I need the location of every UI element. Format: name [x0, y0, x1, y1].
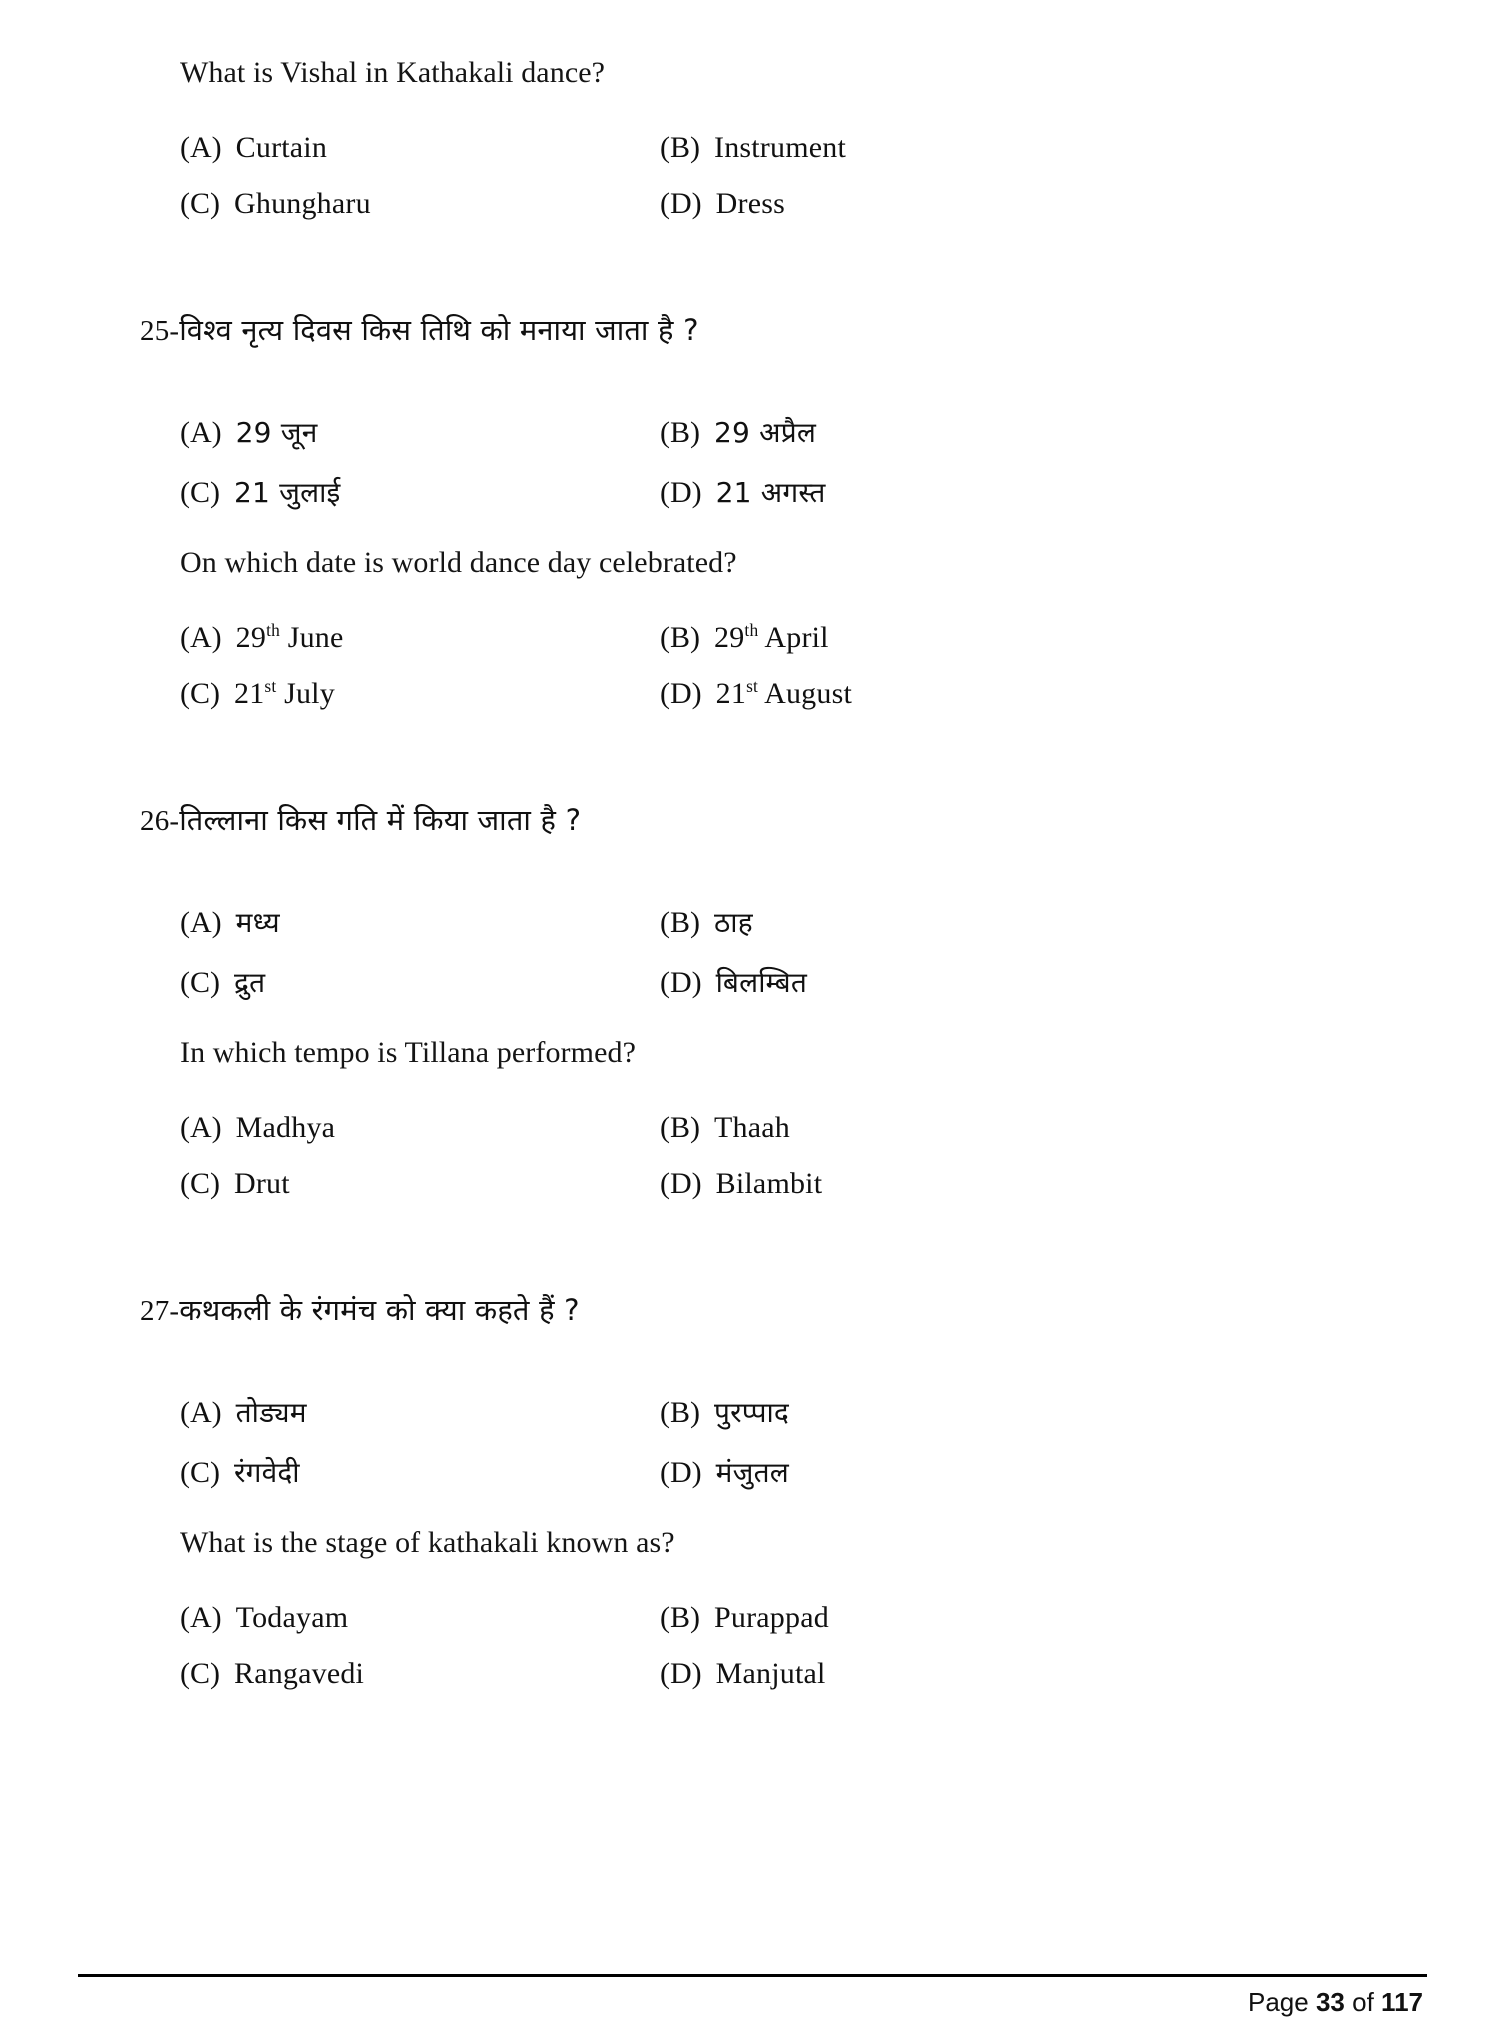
option-row [180, 473, 1385, 511]
option-tag: (C) [180, 966, 220, 1000]
option-a[interactable] [180, 1393, 660, 1431]
option-tag: (B) [660, 1111, 700, 1145]
ordinal-suffix: th [266, 620, 280, 641]
option-tag: (B) [660, 1396, 700, 1430]
option-a[interactable] [180, 621, 660, 655]
option-b[interactable] [660, 131, 1385, 165]
question-english-text: In which tempo is Tillana performed? [180, 1036, 637, 1070]
question-english-text: What is the stage of kathakali known as? [180, 1526, 675, 1560]
page-footer [78, 1974, 1427, 2018]
option-c[interactable] [180, 187, 660, 221]
option-label: Manjutal [715, 1657, 826, 1691]
option-label: 21st August [715, 676, 852, 711]
option-d[interactable] [660, 473, 1385, 511]
option-tag: (A) [180, 416, 222, 450]
question-block-q26 [140, 801, 1385, 1201]
footer-total-pages: 117 [1381, 1987, 1423, 2017]
option-label: Todayam [235, 1601, 349, 1635]
option-label: Rangavedi [234, 1657, 365, 1691]
option-label: ठाह [714, 906, 753, 940]
option-label: Ghungharu [234, 187, 371, 220]
option-b[interactable] [660, 413, 1385, 451]
page-number-label [78, 1987, 1427, 2018]
question-english-text: What is Vishal in Kathakali dance? [180, 56, 606, 89]
option-a[interactable] [180, 1601, 660, 1635]
option-row [180, 413, 1385, 451]
option-b[interactable] [660, 1393, 1385, 1431]
option-label: 21st July [234, 676, 335, 711]
option-b[interactable] [660, 1111, 1385, 1145]
footer-prefix: Page [1248, 1987, 1309, 2017]
option-d[interactable] [660, 1453, 1385, 1491]
option-a[interactable] [180, 413, 660, 451]
ordinal-suffix: th [744, 620, 759, 641]
option-d[interactable] [660, 1657, 1385, 1691]
option-tag: (C) [180, 1167, 220, 1201]
option-tag: (A) [180, 131, 222, 164]
option-row [180, 1453, 1385, 1491]
question-hindi-heading [140, 801, 1385, 841]
option-label: 29th June [235, 620, 344, 655]
option-tag: (A) [180, 621, 222, 655]
question-hindi-text: तिल्लाना किस गति में किया जाता है ? [179, 803, 582, 838]
option-b[interactable] [660, 621, 1385, 655]
option-b[interactable] [660, 903, 1385, 941]
option-row [180, 1657, 1385, 1691]
ordinal-suffix: st [746, 676, 759, 697]
question-hindi-text: कथकली के रंगमंच को क्या कहते हैं ? [179, 1293, 580, 1328]
option-tag: (C) [180, 187, 220, 220]
option-row [180, 131, 1385, 165]
option-d[interactable] [660, 963, 1385, 1001]
question-number: 25- [140, 315, 180, 347]
option-d[interactable] [660, 1167, 1385, 1201]
option-label: Drut [234, 1167, 290, 1201]
option-label: 29 अप्रैल [714, 416, 817, 450]
option-label: Madhya [235, 1111, 336, 1145]
option-label: बिलम्बित [715, 966, 807, 1000]
option-tag: (C) [180, 1456, 220, 1490]
option-label: मंजुतल [715, 1456, 789, 1490]
question-block-q25 [140, 311, 1385, 711]
option-row [180, 1111, 1385, 1145]
option-row [180, 903, 1385, 941]
option-tag: (B) [660, 416, 700, 450]
option-row [180, 1167, 1385, 1201]
option-tag: (C) [180, 1657, 220, 1691]
option-label: 29th April [714, 620, 829, 655]
option-label: Bilambit [715, 1167, 823, 1201]
option-label: द्रुत [234, 966, 266, 1000]
option-a[interactable] [180, 903, 660, 941]
option-tag: (A) [180, 906, 222, 940]
option-row [180, 1393, 1385, 1431]
option-tag: (D) [660, 187, 702, 220]
option-c[interactable] [180, 677, 660, 711]
option-label: पुरप्पाद [714, 1396, 790, 1430]
option-d[interactable] [660, 677, 1385, 711]
option-label: Instrument [714, 131, 846, 164]
option-c[interactable] [180, 473, 660, 511]
question-block-q27 [140, 1291, 1385, 1691]
question-hindi-heading [140, 1291, 1385, 1331]
question-hindi-text: विश्व नृत्य दिवस किस तिथि को मनाया जाता है ? [179, 313, 699, 347]
option-tag: (B) [660, 906, 700, 940]
footer-divider [78, 1974, 1427, 1977]
option-row [180, 963, 1385, 1001]
option-a[interactable] [180, 1111, 660, 1145]
option-tag: (A) [180, 1396, 222, 1430]
option-label: Curtain [235, 131, 328, 164]
question-number: 27- [140, 1295, 180, 1328]
question-number: 26- [140, 805, 180, 838]
option-label: मध्य [235, 906, 280, 940]
option-row [180, 621, 1385, 655]
option-tag: (B) [660, 1601, 700, 1635]
option-c[interactable] [180, 1657, 660, 1691]
option-tag: (A) [180, 1601, 222, 1635]
option-tag: (C) [180, 476, 220, 510]
option-label: Purappad [714, 1601, 829, 1635]
option-tag: (D) [660, 476, 702, 510]
option-label: 21 अगस्त [715, 476, 826, 510]
option-label: Thaah [714, 1111, 790, 1145]
footer-current-page: 33 [1315, 1987, 1345, 2017]
option-c[interactable] [180, 963, 660, 1001]
ordinal-suffix: st [264, 676, 277, 697]
option-tag: (C) [180, 677, 220, 711]
option-tag: (B) [660, 131, 700, 164]
option-b[interactable] [660, 1601, 1385, 1635]
option-row [180, 1601, 1385, 1635]
option-tag: (B) [660, 621, 700, 655]
option-a[interactable] [180, 131, 660, 165]
option-tag: (D) [660, 1167, 702, 1201]
option-label: Dress [715, 187, 785, 220]
option-tag: (D) [660, 1456, 702, 1490]
option-tag: (D) [660, 677, 702, 711]
option-label: 21 जुलाई [234, 476, 341, 510]
option-label: रंगवेदी [234, 1456, 300, 1490]
question-english-text: On which date is world dance day celebrated? [180, 546, 737, 580]
question-block-q24-tail [180, 55, 1385, 221]
option-label: 29 जून [235, 416, 318, 450]
option-tag: (D) [660, 1657, 702, 1691]
option-row [180, 187, 1385, 221]
option-d[interactable] [660, 187, 1385, 221]
footer-of: of [1352, 1987, 1374, 2017]
question-hindi-heading [140, 311, 1385, 351]
option-label: तोड्यम [235, 1396, 307, 1430]
option-row [180, 677, 1385, 711]
option-c[interactable] [180, 1167, 660, 1201]
option-tag: (A) [180, 1111, 222, 1145]
option-tag: (D) [660, 966, 702, 1000]
option-c[interactable] [180, 1453, 660, 1491]
